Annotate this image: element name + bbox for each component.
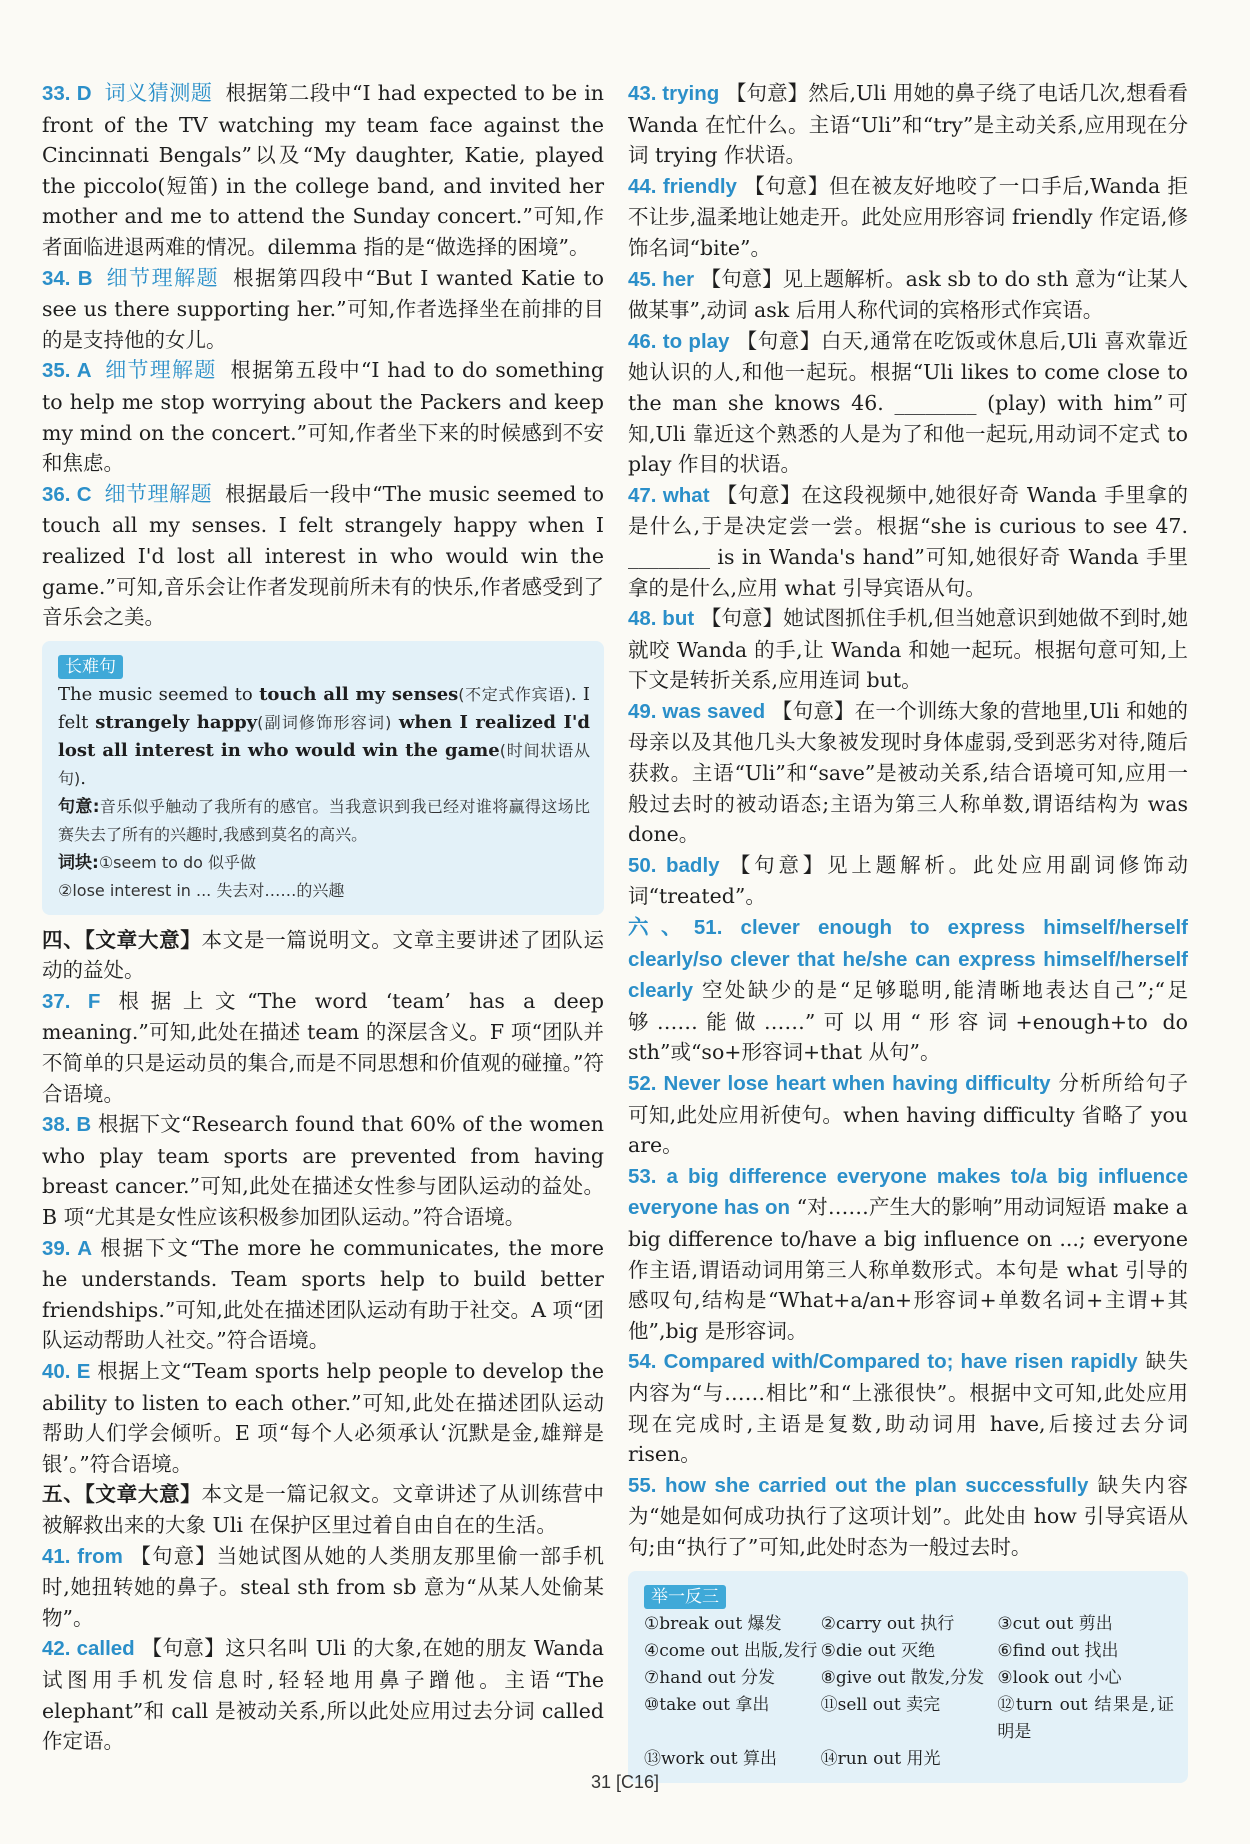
example-sentence: The music seemed to touch all my senses(不定式作宾语). I felt strangely happy(副词修饰形容词) when I realized I'd lost all interest in who would win the game(时间状语从句). xyxy=(58,683,590,789)
box-title: 举一反三 xyxy=(644,1585,726,1609)
answer-48: 48. but 【句意】她试图抓住手机,但当她意识到她做不到时,她就咬 Wanda 的手,让 Wanda 和她一起玩。根据句意可知,上下文是转折关系,应用连词 but。 xyxy=(628,606,1188,693)
phrase-item: ⑨look out 小心 xyxy=(997,1667,1122,1688)
answer-text: 根据第四段中“But I wanted Katie to see us there supporting her.”可知,作者选择坐在前排的目的是支持他的女儿。 xyxy=(42,265,604,352)
answer-number: 36. C xyxy=(42,482,92,506)
answer-50: 50. badly 【句意】见上题解析。此处应用副词修饰动词“treated”。 xyxy=(628,852,1188,909)
phrase-item: ⑬work out 算出 xyxy=(644,1748,778,1769)
answer-number: 34. B xyxy=(42,266,93,290)
answer-49: 49. was saved 【句意】在一个训练大象的营地里,Uli 和她的母亲以及其他几头大象被发现时身体虚弱,受到恶劣对待,随后获救。主语“Uli”和“save”是被动关系,结合语境可知,应用一般过去时的被动语态;主语为第三人称单数,谓语结构为 was done。 xyxy=(628,698,1188,847)
answer-35 xyxy=(42,355,604,478)
left-column xyxy=(42,78,604,1757)
answer-number: 33. D xyxy=(42,82,92,105)
answer-number: 35. A xyxy=(42,359,92,383)
phrase-list xyxy=(644,1611,1174,1773)
word-chunks: 词块:①seem to do 似乎做 xyxy=(58,852,257,873)
answer-37: 37. F 根据上文“The word ‘team’ has a deep meaning.”可知,此处在描述 team 的深层含义。F 项“团队并不简单的只是运动员的集合,而是不同思想和价值观的碰撞。”符合语境。 xyxy=(42,988,604,1106)
answer-38: 38. B 根据下文“Research found that 60% of the women who play team sports are prevented from having breast cancer.”可知,此处在描述女性参与团队运动的益处。B 项“尤其是女性应该积极参加团队运动。”符合语境。 xyxy=(42,1112,605,1230)
answer-52: 52. Never lose heart when having difficulty 分析所给句子可知,此处应用祈使句。when having difficulty 省略了 you are。 xyxy=(628,1071,1188,1158)
phrase-item: ⑫turn out 结果是,证明是 xyxy=(997,1694,1174,1742)
answer-41: 41. from 【句意】当她试图从她的人类朋友那里偷一部手机时,她扭转她的鼻子。steal sth from sb 意为“从某人处偷某物”。 xyxy=(42,1543,604,1630)
word-chunk-2: ②lose interest in ... 失去对……的兴趣 xyxy=(58,880,345,900)
phrase-item: ⑩take out 拿出 xyxy=(644,1694,770,1715)
sentence-meaning: 句意:音乐似乎触动了我所有的感官。当我意识到我已经对谁将赢得这场比赛失去了所有的兴趣时,我感到莫名的高兴。 xyxy=(58,796,590,844)
section-4-summary: 四、【文章大意】本文是一篇说明文。文章主要讲述了团队运动的益处。 xyxy=(42,927,605,983)
phrase-item: ①break out 爆发 xyxy=(644,1613,782,1634)
answer-text: 根据最后一段中“The music seemed to touch all my senses. I felt strangely happy when I realized I'd lost all interest in who would win the game.”可知,音乐会让作者发现前所未有的快乐,作者感受到了音乐会之美。 xyxy=(42,481,604,630)
phrase-item: ⑥find out 找出 xyxy=(997,1640,1119,1661)
phrase-item: ⑤die out 灭绝 xyxy=(820,1640,936,1661)
phrase-item: ⑦hand out 分发 xyxy=(644,1667,775,1688)
phrase-item: ⑭run out 用光 xyxy=(820,1748,941,1769)
answer-36 xyxy=(42,479,604,633)
question-type: 细节理解题 xyxy=(105,358,217,383)
answer-text: 根据第五段中“I had to do something to help me stop worrying about the Packers and keep my mind on the concert.”可知,作者坐下来的时候感到不安和焦虑。 xyxy=(42,358,604,476)
answer-40: 40. E 根据上文“Team sports help people to develop the ability to listen to each other.”可知,此处在描述团队运动帮助人们学会倾听。E 项“每个人必须承认‘沉默是金,雄辩是银’。”符合语境。 xyxy=(42,1359,604,1476)
answer-46: 46. to play 【句意】白天,通常在吃饭或休息后,Uli 喜欢靠近她认识的人,和他一起玩。根据“Uli likes to come close to the man she knows 46. ________ (play) with him”可知,Uli 靠近这个熟悉的人是为了和他一起玩,用动词不定式 to play 作目的状语。 xyxy=(628,328,1188,477)
question-type: 细节理解题 xyxy=(106,265,220,290)
phrase-item: ④come out 出版,发行 xyxy=(644,1640,818,1661)
question-type: 细节理解题 xyxy=(104,481,213,506)
phrase-item: ⑧give out 散发,分发 xyxy=(820,1667,985,1688)
answer-42: 42. called 【句意】这只名叫 Uli 的大象,在她的朋友 Wanda 试图用手机发信息时,轻轻地用鼻子蹭他。主语“The elephant”和 call 是被动关系,所以此处应用过去分词 called 作定语。 xyxy=(42,1636,604,1754)
answer-text: 根据第二段中“I had expected to be in front of the TV watching my team face against the Cincinnati Bengals”以及“My daughter, Katie, played the piccolo(短笛) in the college band, and invited her mother and me to attend the Sunday concert.”可知,作者面临进退两难的情况。dilemma 指的是“做选择的困境”。 xyxy=(42,81,604,259)
section-5-summary: 五、【文章大意】本文是一篇记叙文。文章讲述了从训练营中被解救出来的大象 Uli 在保护区里过着自由自在的生活。 xyxy=(42,1482,605,1537)
extension-box xyxy=(628,1571,1188,1783)
page-number: 31 [C16] xyxy=(590,1772,660,1792)
question-type: 词义猜测题 xyxy=(104,81,213,105)
answer-54: 54. Compared with/Compared to; have risen rapidly 缺失内容为“与……相比”和“上涨很快”。根据中文可知,此处应用现在完成时,主语是复数,助动词用 have,后接过去分词 risen。 xyxy=(628,1349,1188,1467)
answer-43: 43. trying 【句意】然后,Uli 用她的鼻子绕了电话几次,想看看 Wanda 在忙什么。主语“Uli”和“try”是主动关系,应用现在分词 trying 作状语。 xyxy=(628,81,1188,168)
right-column xyxy=(628,78,1188,1793)
answer-34 xyxy=(42,263,604,356)
answer-53: 53. a big difference everyone makes to/a big influence everyone has on “对……产生大的影响”用动词短语 make a big difference to/have a big influence on ...; everyone 作主语,谓语动词用第三人称单数形式。本句是 what 引导的感叹句,结构是“What+a/an+形容词+单数名词+主谓+其他”,big 是形容词。 xyxy=(628,1164,1188,1343)
box-title: 长难句 xyxy=(58,655,123,679)
answer-45: 45. her 【句意】见上题解析。ask sb to do sth 意为“让某人做某事”,动词 ask 后用人称代词的宾格形式作宾语。 xyxy=(628,266,1189,323)
answer-47: 47. what 【句意】在这段视频中,她很好奇 Wanda 手里拿的是什么,于是决定尝一尝。根据“she is curious to see 47. ________ is in Wanda's hand”可知,她很好奇 Wanda 手里拿的是什么,应用 what 引导宾语从句。 xyxy=(628,482,1188,600)
answer-33 xyxy=(42,78,604,263)
phrase-item: ⑪sell out 卖完 xyxy=(820,1694,941,1715)
answer-51: 六、51. clever enough to express himself/herself clearly/so clever that he/she can express himself/herself clearly 空处缺少的是“足够聪明,能清晰地表达自己”;“足够……能做……”可以用“形容词+enough+to do sth”或“so+形容词+that 从句”。 xyxy=(628,916,1188,1065)
long-sentence-box xyxy=(42,641,604,915)
answer-55: 55. how she carried out the plan successfully 缺失内容为“她是如何成功执行了这项计划”。此处由 how 引导宾语从句;由“执行了”可知,此处时态为一般过去时。 xyxy=(628,1472,1188,1559)
answer-39: 39. A 根据下文“The more he communicates, the more he understands. Team sports help to build better friendships.”可知,此处在描述团队运动有助于社交。A 项“团队运动帮助人社交。”符合语境。 xyxy=(42,1235,604,1353)
phrase-item: ③cut out 剪出 xyxy=(997,1613,1113,1634)
phrase-item: ②carry out 执行 xyxy=(820,1613,955,1634)
answer-44: 44. friendly 【句意】但在被友好地咬了一口手后,Wanda 拒不让步,温柔地让她走开。此处应用形容词 friendly 作定语,修饰名词“bite”。 xyxy=(628,173,1188,260)
